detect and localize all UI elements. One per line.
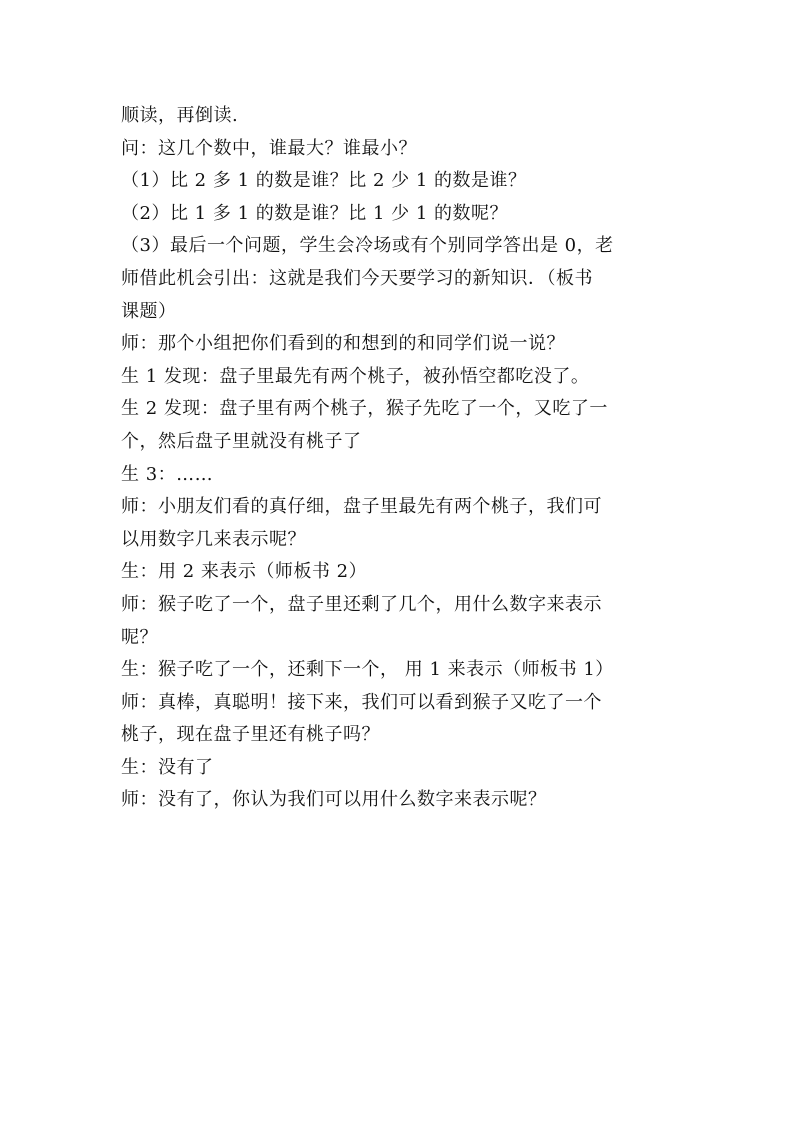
document-body [121,100,676,817]
text-line-2: 问：这几个数中，谁最大？谁最小？ [121,137,417,159]
text-line-19: 师：真棒，真聪明！接下来，我们可以看到猴子又吃了一个 [121,691,602,713]
text-line-20: 桃子，现在盘子里还有桃子吗？ [121,724,380,746]
text-line-15: 生：用 2 来表示（师板书 2） [121,561,368,583]
text-line-14: 以用数字几来表示呢？ [121,528,306,550]
text-line-13: 师：小朋友们看的真仔细，盘子里最先有两个桃子，我们可 [121,496,602,518]
text-line-18: 生：猴子吃了一个，还剩下一个， 用 1 来表示（师板书 1） [121,659,614,681]
text-line-7: 课题） [121,300,177,322]
text-line-6: 师借此机会引出：这就是我们今天要学习的新知识．（板书 [121,267,593,289]
text-line-10: 生 2 发现：盘子里有两个桃子，猴子先吃了一个，又吃了一 [121,398,608,420]
text-line-11: 个，然后盘子里就没有桃子了 [121,430,362,452]
text-line-4: （2）比 1 多 1 的数是谁？比 1 少 1 的数呢？ [121,202,509,224]
text-line-8: 师：那个小组把你们看到的和想到的和同学们说一说？ [121,333,565,355]
text-line-16: 师：猴子吃了一个，盘子里还剩了几个，用什么数字来表示 [121,593,602,615]
text-line-9: 生 1 发现：盘子里最先有两个桃子，被孙悟空都吃没了。 [121,365,590,387]
text-line-3: （1）比 2 多 1 的数是谁？比 2 少 1 的数是谁？ [121,170,527,192]
text-line-1: 顺读，再倒读. [121,105,239,126]
text-line-17: 呢？ [121,626,158,648]
text-line-12: 生 3：…… [121,463,214,485]
text-line-5: （3）最后一个问题，学生会冷场或有个别同学答出是 0，老 [121,235,614,257]
text-line-21: 生：没有了 [121,756,214,778]
text-line-22: 师：没有了，你认为我们可以用什么数字来表示呢？ [121,789,547,811]
